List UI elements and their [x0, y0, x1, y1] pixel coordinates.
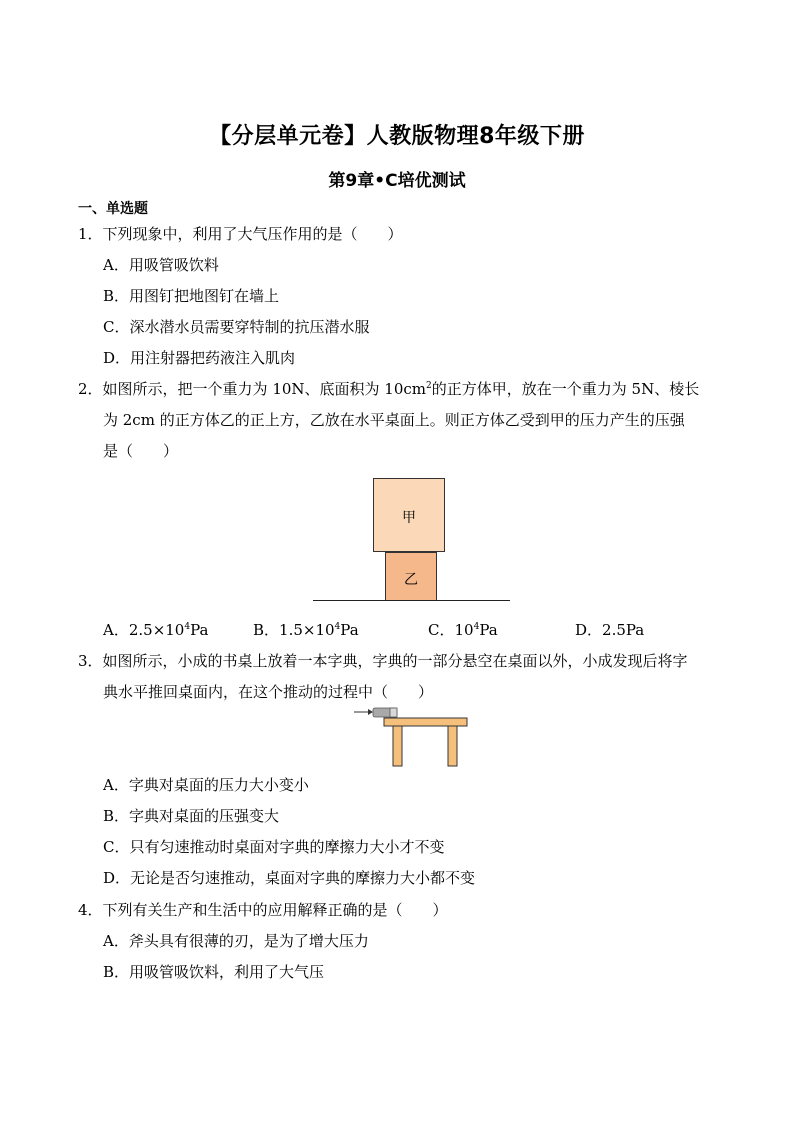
question-3-option-a: A．字典对桌面的压力大小变小 — [103, 776, 309, 794]
question-3-option-b: B．字典对桌面的压强变大 — [103, 807, 280, 825]
dictionary-icon — [373, 708, 397, 717]
cube-yi-figure — [385, 552, 437, 601]
question-1-option-d: D．用注射器把药液注入肌肉 — [103, 349, 296, 367]
desk-icon — [384, 718, 467, 766]
table-surface-line — [313, 600, 510, 601]
cube-yi-label: 乙 — [404, 572, 418, 588]
page-title: 【分层单元卷】人教版物理8年级下册 — [209, 124, 585, 149]
question-2-stem-line3: 是（ ） — [103, 442, 179, 460]
desk-dictionary-figure — [352, 704, 472, 768]
push-arrow-icon — [354, 709, 373, 715]
question-3-stem-line1: 3．如图所示，小成的书桌上放着一本字典，字典的一部分悬空在桌面以外，小成发现后将字 — [78, 652, 688, 670]
cube-jia-label: 甲 — [402, 510, 416, 526]
question-2-option-b: B．$1.5\times 10^4Pa$ — [253, 621, 359, 639]
question-4-stem: 4．下列有关生产和生活中的应用解释正确的是（ ） — [78, 901, 448, 919]
question-2-option-c: C．$10^4Pa$ — [428, 621, 498, 639]
question-4-option-a: A．斧头具有很薄的刃，是为了增大压力 — [103, 932, 369, 950]
question-2-stem-line1: 2．如图所示，把一个重力为 10N、底面积为 $10cm^2$的正方体甲，放在一个重力为 5N、棱长 — [78, 380, 700, 398]
question-4-option-b: B．用吸管吸饮料，利用了大气压 — [103, 963, 325, 981]
question-2-option-a: A．$2.5\times 10^4Pa$ — [103, 621, 209, 639]
question-1-option-a: A．用吸管吸饮料 — [103, 256, 219, 274]
page-subtitle: 第9章•C培优测试 — [328, 171, 466, 191]
question-3-option-d: D．无论是否匀速推动，桌面对字典的摩擦力大小都不变 — [103, 869, 476, 887]
question-3-stem-line2: 典水平推回桌面内，在这个推动的过程中（ ） — [103, 683, 434, 701]
section-heading: 一、单选题 — [78, 201, 148, 217]
question-1-option-b: B．用图钉把地图钉在墙上 — [103, 287, 280, 305]
question-2-stem-line2: 为 2cm 的正方体乙的正上方，乙放在水平桌面上。则正方体乙受到甲的压力产生的压强 — [103, 411, 685, 429]
question-2-option-d: D．2.5Pa — [575, 621, 645, 639]
cube-jia-figure — [373, 478, 445, 552]
question-1-option-c: C．深水潜水员需要穿特制的抗压潜水服 — [103, 318, 370, 336]
question-1-stem: 1．下列现象中，利用了大气压作用的是（ ） — [78, 225, 403, 243]
question-3-option-c: C．只有匀速推动时桌面对字典的摩擦力大小才不变 — [103, 838, 445, 856]
